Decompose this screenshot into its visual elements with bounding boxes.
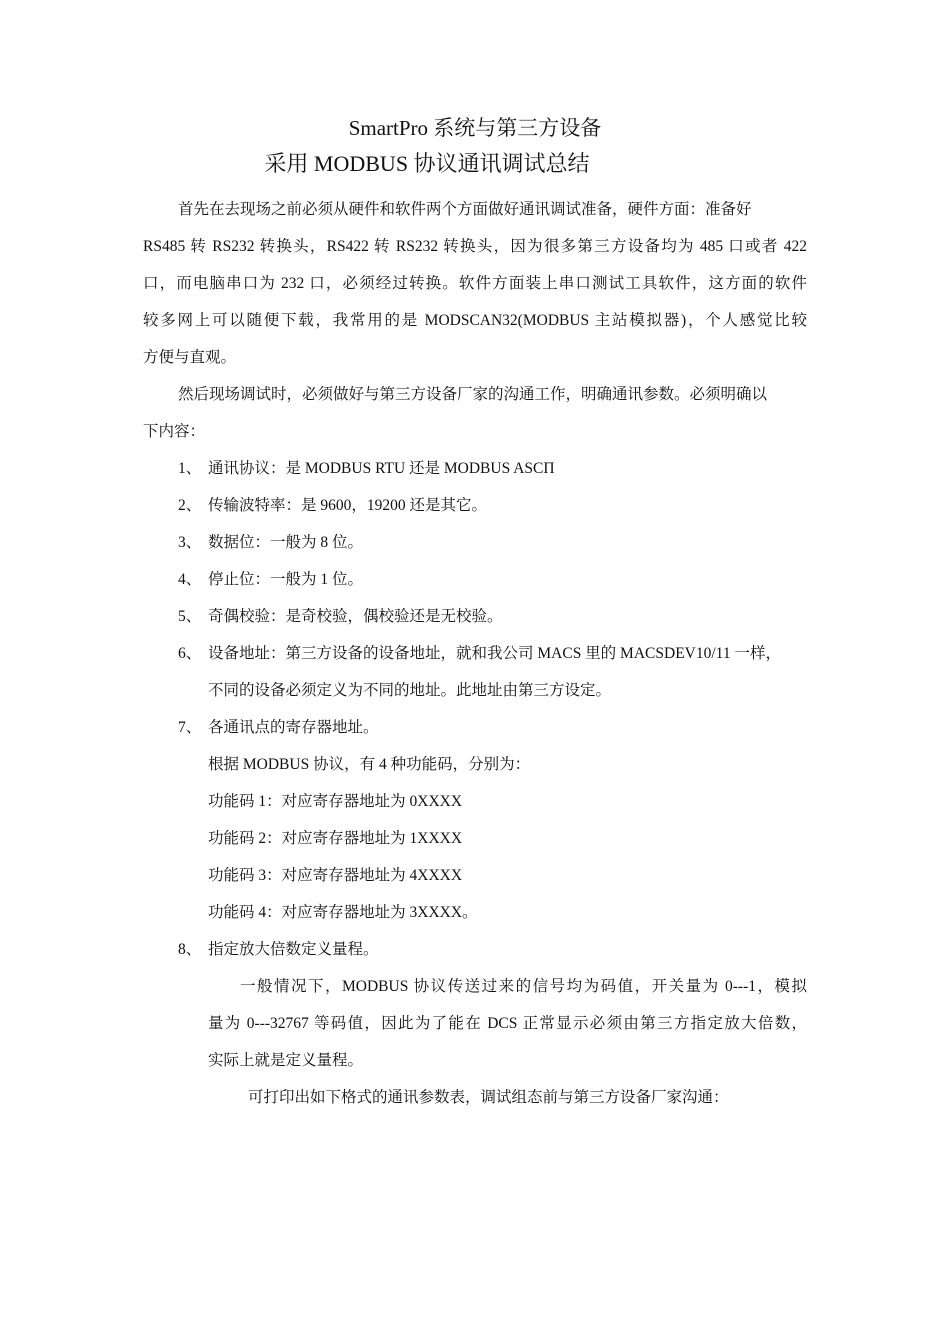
paragraph1-line1: 首先在去现场之前必须从硬件和软件两个方面做好通讯调试准备，硬件方面：准备好 <box>178 201 752 218</box>
function-code-line: 功能码 3：对应寄存器地址为 4XXXX <box>208 867 463 884</box>
list-item-continuation: 不同的设备必须定义为不同的地址。此地址由第三方设定。 <box>208 682 612 699</box>
paragraph1-line5: 方便与直观。 <box>143 349 237 366</box>
list-item <box>178 606 503 628</box>
closing-line: 可打印出如下格式的通讯参数表，调试组态前与第三方设备厂家沟通： <box>248 1089 729 1106</box>
list-item-text: 设备地址：第三方设备的设备地址，就和我公司 MACS 里的 MACSDEV10/11 一样， <box>208 645 781 662</box>
item8-detail-line3: 实际上就是定义量程。 <box>208 1052 364 1069</box>
list-item <box>178 495 487 517</box>
paragraph2-line1: 然后现场调试时，必须做好与第三方设备厂家的沟通工作，明确通讯参数。必须明确以 <box>178 386 768 403</box>
paragraph1-line4: 较多网上可以随便下载，我常用的是 MODSCAN32(MODBUS 主站模拟器)，个人感觉比较 <box>143 312 807 329</box>
item7-detail-line: 根据 MODBUS 协议，有 4 种功能码，分别为： <box>208 756 531 773</box>
paragraph2-line2: 下内容： <box>143 423 206 440</box>
list-item-number: 8、 <box>178 941 202 958</box>
list-item-text: 传输波特率：是 9600，19200 还是其它。 <box>208 497 488 514</box>
list-item-number: 3、 <box>178 534 202 551</box>
list-item <box>178 939 379 961</box>
list-item <box>178 569 363 591</box>
list-item <box>178 458 555 480</box>
list-item-number: 7、 <box>178 719 202 736</box>
function-code-line: 功能码 2：对应寄存器地址为 1XXXX <box>208 830 463 847</box>
list-item <box>178 532 363 554</box>
list-item <box>178 643 781 665</box>
item8-detail-line1: 一般情况下，MODBUS 协议传送过来的信号均为码值，开关量为 0---1，模拟 <box>240 978 807 995</box>
list-item-number: 1、 <box>178 460 202 477</box>
list-item-text: 停止位：一般为 1 位。 <box>208 571 364 588</box>
list-item-text: 各通讯点的寄存器地址。 <box>208 719 379 736</box>
function-code-line: 功能码 4：对应寄存器地址为 3XXXX。 <box>208 904 478 921</box>
list-item-number: 5、 <box>178 608 202 625</box>
document-title-line1: SmartPro 系统与第三方设备 <box>348 116 602 140</box>
list-item-number: 4、 <box>178 571 202 588</box>
list-item-text: 数据位：一般为 8 位。 <box>208 534 364 551</box>
paragraph1-line2: RS485 转 RS232 转换头，RS422 转 RS232 转换头，因为很多第三方设备均为 485 口或者 422 <box>143 238 807 255</box>
list-item-number: 2、 <box>178 497 202 514</box>
list-item-text: 指定放大倍数定义量程。 <box>208 941 379 958</box>
list-item-number: 6、 <box>178 645 202 662</box>
paragraph1-line3: 口，而电脑串口为 232 口，必须经过转换。软件方面装上串口测试工具软件，这方面的软件 <box>143 275 807 292</box>
function-code-line: 功能码 1：对应寄存器地址为 0XXXX <box>208 793 463 810</box>
item8-detail-line2: 量为 0---32767 等码值，因此为了能在 DCS 正常显示必须由第三方指定放大倍数， <box>208 1015 807 1032</box>
list-item-text: 奇偶校验：是奇校验，偶校验还是无校验。 <box>208 608 503 625</box>
list-item <box>178 717 379 739</box>
document-title-line2: 采用 MODBUS 协议通讯调试总结 <box>264 151 590 176</box>
list-item-text: 通讯协议：是 MODBUS RTU 还是 MODBUS ASCΠ <box>208 460 555 477</box>
